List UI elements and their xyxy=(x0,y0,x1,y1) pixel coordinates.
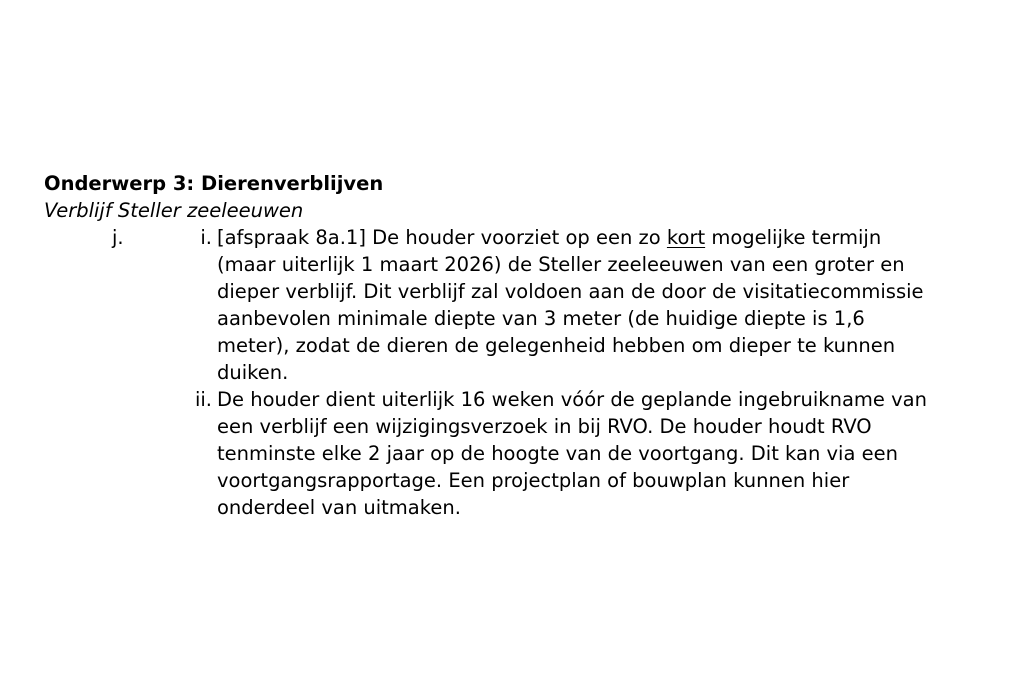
sub-item-numeral: ii. xyxy=(194,388,212,411)
item-letter: j. xyxy=(112,226,124,249)
sub-item-numeral: i. xyxy=(200,226,212,249)
sub-item-text: De houder dient uiterlijk 16 weken vóór de geplande ingebruikname van een verblijf een wijzigingsverzoek in bij RVO. De houder houdt RVO tenminste elke 2 jaar op de hoogte van de voortgang. Dit kan via een voortgangsrapportage. Een projectplan of bouwplan kunnen hier onderdeel van uitmaken. xyxy=(217,388,927,519)
list-item-j xyxy=(44,224,984,521)
sub-item-i xyxy=(44,224,937,386)
section-heading: Onderwerp 3: Dierenverblijven xyxy=(44,172,384,195)
sub-item-text-after: mogelijke termijn (maar uiterlijk 1 maart 2026) de Steller zeeleeuwen van een groter en dieper verblijf. Dit verblijf zal voldoen aan de door de visitatiecommissie aanbevolen minimale diepte van 3 meter (de huidige diepte is 1,6 meter), zodat de dieren de gelegenheid hebben om dieper te kunnen duiken. xyxy=(217,226,924,384)
underlined-word: kort xyxy=(666,226,706,249)
sub-item-text-before: [afspraak 8a.1] De houder voorziet op een zo xyxy=(217,226,667,249)
document-body xyxy=(44,170,984,521)
sub-item-ii xyxy=(44,386,937,521)
section-subheading: Verblijf Steller zeeleeuwen xyxy=(44,199,304,222)
